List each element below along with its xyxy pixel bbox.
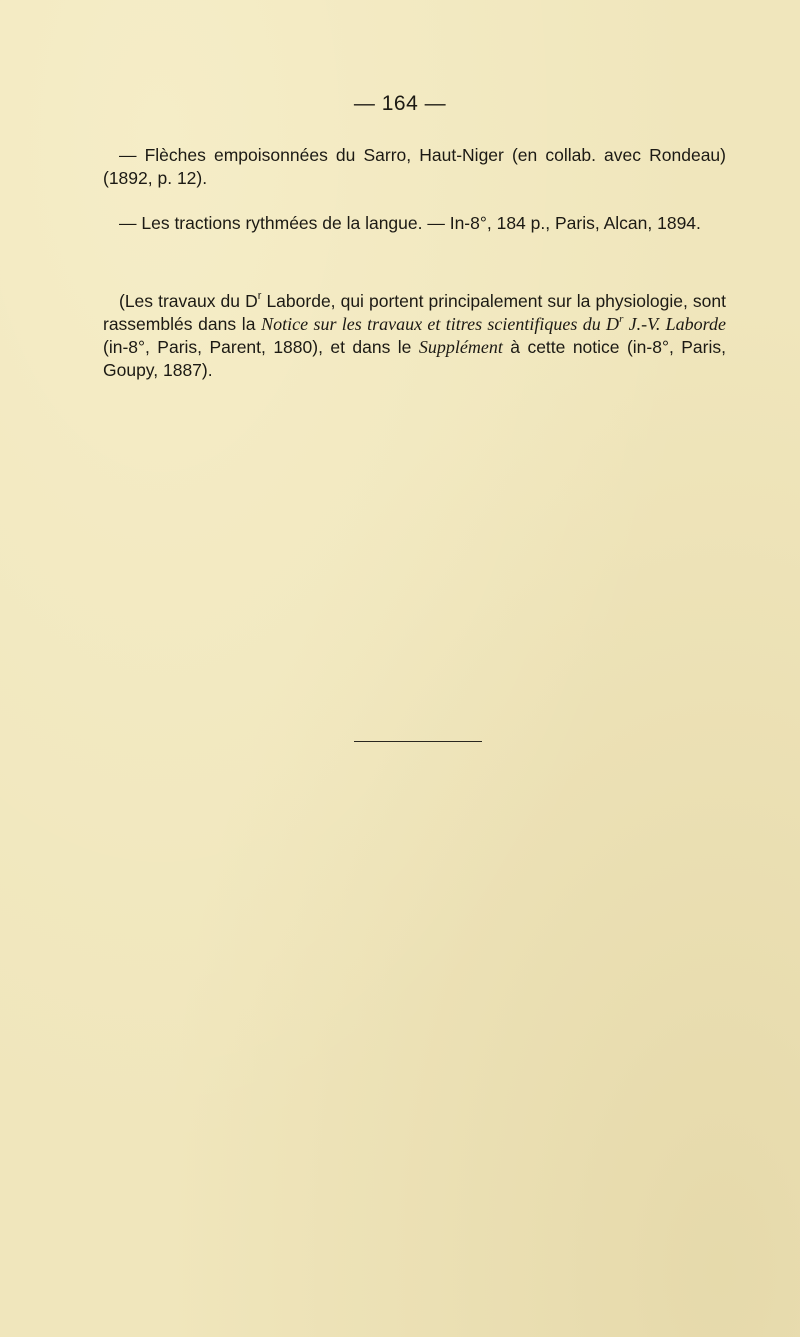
entry-text: — Flèches empoisonnées du Sarro, Haut-Niger (en collab. avec Rondeau) (1892, p. 12). xyxy=(103,145,726,188)
notice-title: Notice sur les travaux et titres scientifiques du $D^r$ J.-V. Laborde xyxy=(261,313,727,334)
note-text: (Les travaux du D xyxy=(119,291,258,311)
note-text: à cette notice (in-8°, Paris, Goupy, 1887). xyxy=(103,337,726,380)
superscript-r: r xyxy=(257,290,262,303)
note-text: (in-8°, Paris, Parent, 1880), et dans le xyxy=(103,337,419,357)
entry-text: — Les tractions rythmées de la langue. — In-8°, 184 p., Paris, Alcan, 1894. xyxy=(119,213,701,233)
note-text: Laborde, qui portent principalement sur la physiologie, sont rassemblés dans la xyxy=(103,291,727,334)
closing-note-paragraph xyxy=(103,290,726,382)
end-rule-divider xyxy=(354,741,482,742)
page-number: — 164 — xyxy=(353,92,447,115)
supplement-title: Supplément xyxy=(418,337,503,357)
bibliography-entry xyxy=(103,212,726,235)
bibliography-entry xyxy=(103,144,726,190)
superscript-r: r xyxy=(619,313,624,325)
